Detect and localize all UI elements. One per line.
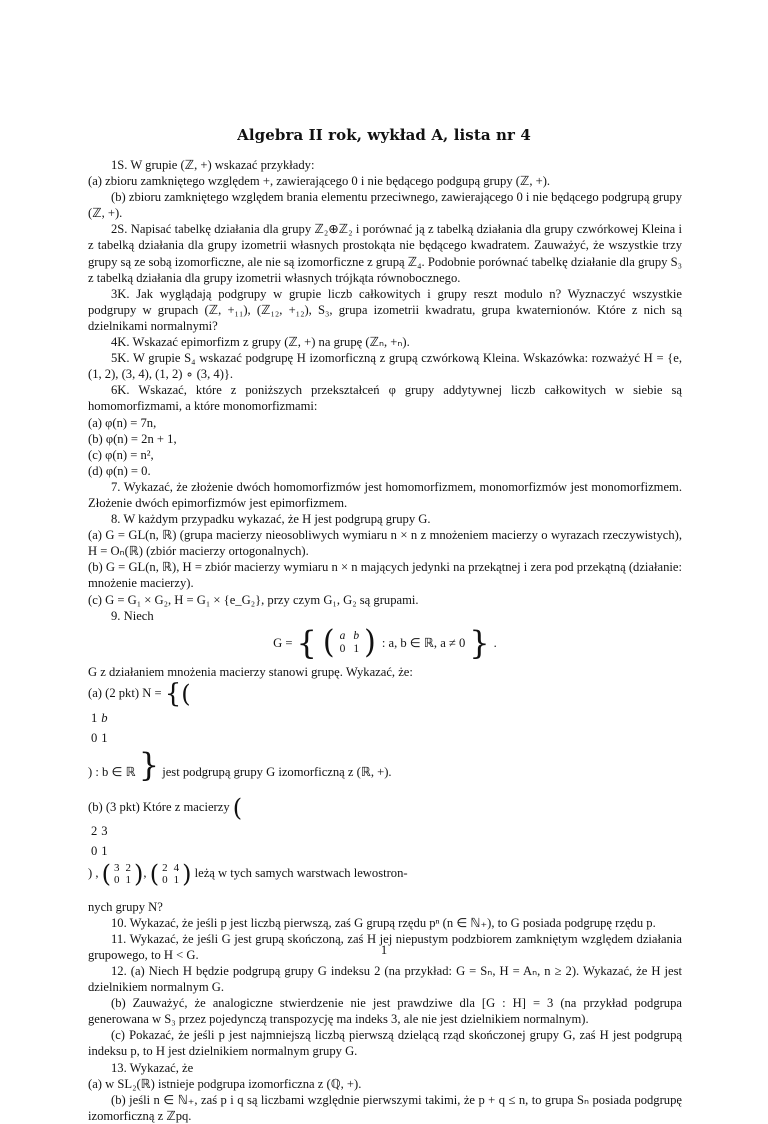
- problem-2: 2S. Napisać tabelkę działania dla grupy ℤ₂⊕ℤ₂ i porównać ją z tabelką działania dla grupy czwórkowej Kleina i z tabelką działania dla grupy izometrii własnych prostokąta nie będącego kwadratem. Zauważyć, że wszystkie trzy grupy są ze sobą izomorficzne, ale nie są izomorficzne z grupą ℤ₄. Podobnie porównać tabelkę działanie dla grupy S₃ z tabelką działania dla grupy izometrii własnych trójkąta równobocznego.: [88, 222, 682, 285]
- problem-8b: (b) G = GL(n, ℝ), H = zbiór macierzy wymiaru n × n mających jedynki na przekątnej i zera pod przekątną (działanie: mnożenie macierzy).: [88, 560, 682, 591]
- right-paren-icon: ): [134, 860, 144, 888]
- left-paren-icon: (: [322, 623, 335, 661]
- problem-6c: (c) φ(n) = n²,: [88, 447, 154, 462]
- matrix-m2-cell: 1: [125, 874, 132, 886]
- matrix-m2: [102, 862, 144, 886]
- problem-6-intro: 6K. Wskazać, które z poniższych przekształceń φ grupy addytywnej liczb całkowitych w siebie są homomorfizmami, a które monomorfizmami:: [88, 383, 682, 414]
- problem-8-intro: 8. W każdym przypadku wykazać, że H jest podgrupą grupy G.: [111, 512, 431, 527]
- left-paren-icon: (: [101, 860, 112, 888]
- left-paren-icon: (: [181, 679, 191, 708]
- group-g-label: G =: [273, 635, 293, 650]
- matrix-g: [322, 623, 376, 661]
- problem-6d: (d) φ(n) = 0.: [88, 463, 151, 478]
- problem-9b-continued: nych grupy N?: [88, 899, 163, 914]
- matrix-m1: [232, 793, 243, 822]
- group-g-definition: [88, 623, 682, 662]
- matrix-g-cell: a: [339, 629, 346, 642]
- matrix-m1-cell: 1: [101, 843, 108, 858]
- matrix-m1-cell: 2: [91, 823, 98, 838]
- problem-12c: (c) Pokazać, że jeśli p jest najmniejszą liczbą pierwszą dzielącą rząd skończonej grupy G, zaś H jest podgrupą indeksu p, to H jest dzielnikiem normalnym grupy G.: [88, 1028, 682, 1059]
- problem-9b-suffix: leżą w tych samych warstwach lewostron-: [194, 865, 408, 880]
- problem-11: 11. Wykazać, że jeśli G jest grupą skończoną, zaś H jej niepustym podzbiorem zamkniętym względem działania grupowego, to H < G.: [88, 931, 682, 962]
- matrix-n-cell: 1: [101, 731, 108, 746]
- right-paren-icon: ): [182, 860, 192, 888]
- period: .: [493, 635, 497, 650]
- problem-9b-prefix: (b) (3 pkt) Które z macierzy: [88, 799, 230, 814]
- problem-6a: (a) φ(n) = 7n,: [88, 415, 157, 430]
- right-paren-icon: ): [88, 865, 93, 880]
- problem-9-after: G z działaniem mnożenia macierzy stanowi grupę. Wykazać, że:: [88, 664, 413, 679]
- matrix-n-cell: b: [101, 710, 108, 725]
- page-number: 1: [380, 943, 388, 957]
- problem-6b: (b) φ(n) = 2n + 1,: [88, 431, 177, 446]
- problem-9-intro: 9. Niech: [111, 608, 154, 623]
- matrix-m2-cell: 3: [114, 862, 120, 874]
- matrix-m3-cell: 2: [162, 862, 168, 874]
- matrix-m3-cell: 4: [173, 862, 180, 874]
- left-paren-icon: (: [232, 793, 243, 822]
- set-n-condition: : b ∈ ℝ: [95, 765, 136, 780]
- problem-1-intro: 1S. W grupie (ℤ, +) wskazać przykłady:: [111, 158, 315, 172]
- set-n: [164, 678, 191, 709]
- problem-8c: (c) G = G₁ × G₂, H = G₁ × {e_G₂}, przy czym G₁, G₂ są grupami.: [88, 592, 419, 607]
- problem-10: 10. Wykazać, że jeśli p jest liczbą pierwszą, zaś G grupą rzędu pⁿ (n ∈ ℕ₊), to G posiada podgrupę rzędu p.: [111, 915, 656, 930]
- matrix-g-cell: 0: [339, 642, 346, 655]
- page-title: Algebra II rok, wykład A, lista nr 4: [237, 126, 531, 144]
- right-brace-icon: }: [138, 746, 160, 785]
- matrix-g-cell: 1: [353, 642, 360, 655]
- left-brace-icon: {: [296, 623, 317, 662]
- problem-9b: [88, 794, 682, 820]
- problem-4: 4K. Wskazać epimorfizm z grupy (ℤ, +) na grupę (ℤₙ, +ₙ).: [111, 335, 410, 350]
- problem-7: 7. Wykazać, że złożenie dwóch homomorfizmów jest homomorfizmem, monomorfizmów jest monomorfizmem. Złożenie dwóch epimorfizmów jest epimorfizmem.: [88, 479, 682, 510]
- problem-1a: (a) zbioru zamkniętego względem +, zawierającego 0 i nie będącego podgupą grupy (ℤ, +).: [88, 174, 551, 189]
- problem-13a: (a) w SL₂(ℝ) istnieje podgrupa izomorficzna z (ℚ, +).: [88, 1076, 362, 1091]
- matrix-n-cell: 0: [91, 731, 98, 746]
- matrix-m2-cell: 0: [114, 874, 120, 886]
- problem-13b: (b) jeśli n ∈ ℕ₊, zaś p i q są liczbami względnie pierwszymi takimi, że p + q ≤ n, to grupa Sₙ posiada podgrupę izomorficzną z ℤpq.: [88, 1092, 682, 1123]
- problem-3: 3K. Jak wyglądają podgrupy w grupie liczb całkowitych i grupy reszt modulo n? Wyznaczyć wszystkie podgrupy w grupach (ℤ, +₁₁), (ℤ₁₂, +₁₂), S₃, grupa izometrii kwadratu, grupa kwaternionów. Które z nich są dzielnikami normalnymi?: [88, 286, 682, 333]
- matrix-m3-cell: 0: [162, 874, 168, 886]
- left-paren-icon: (: [149, 860, 160, 888]
- problem-9a-suffix: jest podgrupą grupy G izomorficzną z (ℝ, +).: [162, 765, 392, 780]
- problem-8a: (a) G = GL(n, ℝ) (grupa macierzy nieosobliwych wymiaru n × n z mnożeniem macierzy o wyrazach rzeczywistych), H = Oₙ(ℝ) (zbiór macierzy ortogonalnych).: [88, 528, 682, 559]
- matrix-g-cell: b: [353, 629, 360, 642]
- group-g-condition: : a, b ∈ ℝ, a ≠ 0: [381, 635, 466, 650]
- matrix-m1-cell: 3: [101, 823, 108, 838]
- problem-5: 5K. W grupie S₄ wskazać podgrupę H izomorficzną z grupą czwórkową Kleina. Wskazówka: rozważyć H = {e, (1, 2), (3, 4), (1, 2) ∘ (3, 4)}.: [88, 351, 682, 382]
- right-paren-icon: ): [88, 765, 93, 780]
- left-brace-icon: {: [164, 678, 182, 709]
- problem-9a: [88, 680, 682, 707]
- problem-list: 1S. W grupie (ℤ, +) wskazać przykłady: (a) zbioru zamkniętego względem +, zawierającego 0 i nie będącego podgupą grupy (ℤ, +). (b) zbioru zamkniętego względem brania elementu przeciwnego, zawierającego 0 i nie będącego podgrupą grupy (ℤ, +). 2S. Napisać tabelkę działania dla grupy ℤ₂⊕ℤ₂ i porównać ją z tabelką działania dla grupy czwórkowej Kleina i z tabelką działania dla grupy izometrii własnych prostokąta nie będącego kwadratem. Zauważyć, że wszystkie trzy grupy są ze sobą izomorficzne, ale nie są izomorficzne z grupą ℤ₄. Podobnie porównać tabelkę działanie dla grupy S₃ z tabelką działania dla grupy izometrii własnych trójkąta równobocznego. 3K. Jak wyglądają podgrupy w grupie liczb całkowitych i grupy reszt modulo n? Wyznaczyć wszystkie podgrupy w grupach (ℤ, +₁₁), (ℤ₁₂, +₁₂), S₃, grupa izometrii kwadratu, grupa kwaternionów. Które z nich są dzielnikami normalnymi? 4K. Wskazać epimorfizm z grupy (ℤ, +) na grupę (ℤₙ, +ₙ). 5K. W grupie S₄ wskazać podgrupę H izomorficzną z grupą czwórkową Kleina. Wskazówka: rozważyć H = {e, (1, 2), (3, 4), (1, 2) ∘ (3, 4)}. 6K. Wskazać, które z poniższych przekształceń φ grupy addytywnej liczb całkowitych w siebie są homomorfizmami, a które monomorfizmami: (a) φ(n) = 7n, (b) φ(n) = 2n + 1, (c) φ(n) = n², (d) φ(n) = 0. 7. Wykazać, że złożenie dwóch homomorfizmów jest homomorfizmem, monomorfizmów jest monomorfizmem. Złożenie dwóch epimorfizmów jest epimorfizmem. 8. W każdym przypadku wykazać, że H jest podgrupą grupy G. (a) G = GL(n, ℝ) (grupa macierzy nieosobliwych wymiaru n × n z mnożeniem macierzy o wyrazach rzeczywistych), H = Oₙ(ℝ) (zbiór macierzy ortogonalnych). (b) G = GL(n, ℝ), H = zbiór macierzy wymiaru n × n mających jedynki na przekątnej i zera pod przekątną (działanie: mnożenie macierzy). (c) G = G₁ × G₂, H = G₁ × {e_G₂}, przy czym G₁, G₂ są grupami. 9. Niech G = { ( a b 0 1 ) : a, b ∈ ℝ, a ≠ 0 } . G z działaniem mnożenia macierzy stanowi grupę. Wykazać, że: (a) (2 pkt) N = { ( 1 b 0 1 ) : b ∈ ℝ } jest podgrupą grupy G izomorficzną z (ℝ, +). (b) (3 pkt) Które z macierzy ( 2 3 0 1 ) , ( 3 2 0 1 ) , ( 2 4 0 1 ) leżą w tych samych warstwach lewostron- nych grupy N? 10. Wykazać, że jeśli p jest liczbą pierwszą, zaś G grupą rzędu pⁿ (n ∈ ℕ₊), to G posiada podgrupę rzędu p. 11. Wykazać, że jeśli G jest grupą skończoną, zaś H jej niepustym podzbiorem zamkniętym względem działania grupowego, to H < G. 12. (a) Niech H będzie podgrupą grupy G indeksu 2 (na przykład: G = Sₙ, H = Aₙ, n ≥ 2). Wykazać, że H jest dzielnikiem normalnym G. (b) Zauważyć, że analogiczne stwierdzenie nie jest prawdziwe dla [G : H] = 3 (na przykład podgrupa generowana w S₃ przez pojedynczą transpozycję ma indeks 3, ale nie jest dzielnikiem normalnym). (c) Pokazać, że jeśli p jest najmniejszą liczbą pierwszą dzielącą rząd skończonej grupy G, zaś H jest podgrupą indeksu p, to H jest dzielnikiem normalnym grupy G. 13. Wykazać, że (a) w SL₂(ℝ) istnieje podgrupa izomorficzna z (ℚ, +). (b) jeśli n ∈ ℕ₊, zaś p i q są liczbami względnie pierwszymi takimi, że p + q ≤ n, to grupa Sₙ posiada podgrupę izomorficzną z ℤpq.: [88, 158, 682, 1123]
- matrix-m3-cell: 1: [173, 874, 180, 886]
- matrix-m3: [150, 862, 192, 886]
- right-paren-icon: ): [364, 623, 376, 661]
- problem-12b: (b) Zauważyć, że analogiczne stwierdzenie nie jest prawdziwe dla [G : H] = 3 (na przykład podgrupa generowana w S₃ przez pojedynczą transpozycję ma indeks 3, ale nie jest dzielnikiem normalnym).: [88, 996, 682, 1027]
- matrix-n-cell: 1: [91, 710, 98, 725]
- right-brace-icon: }: [469, 623, 490, 662]
- problem-12a: 12. (a) Niech H będzie podgrupą grupy G indeksu 2 (na przykład: G = Sₙ, H = Aₙ, n ≥ 2). Wykazać, że H jest dzielnikiem normalnym G.: [88, 963, 682, 995]
- problem-1b: (b) zbioru zamkniętego względem brania elementu przeciwnego, zawierającego 0 i nie będącego podgrupą grupy (ℤ, +).: [88, 190, 682, 221]
- matrix-m2-cell: 2: [125, 862, 132, 874]
- problem-13-intro: 13. Wykazać, że: [111, 1060, 194, 1075]
- problem-9a-prefix: (a) (2 pkt) N =: [88, 685, 162, 700]
- matrix-m1-cell: 0: [91, 843, 98, 858]
